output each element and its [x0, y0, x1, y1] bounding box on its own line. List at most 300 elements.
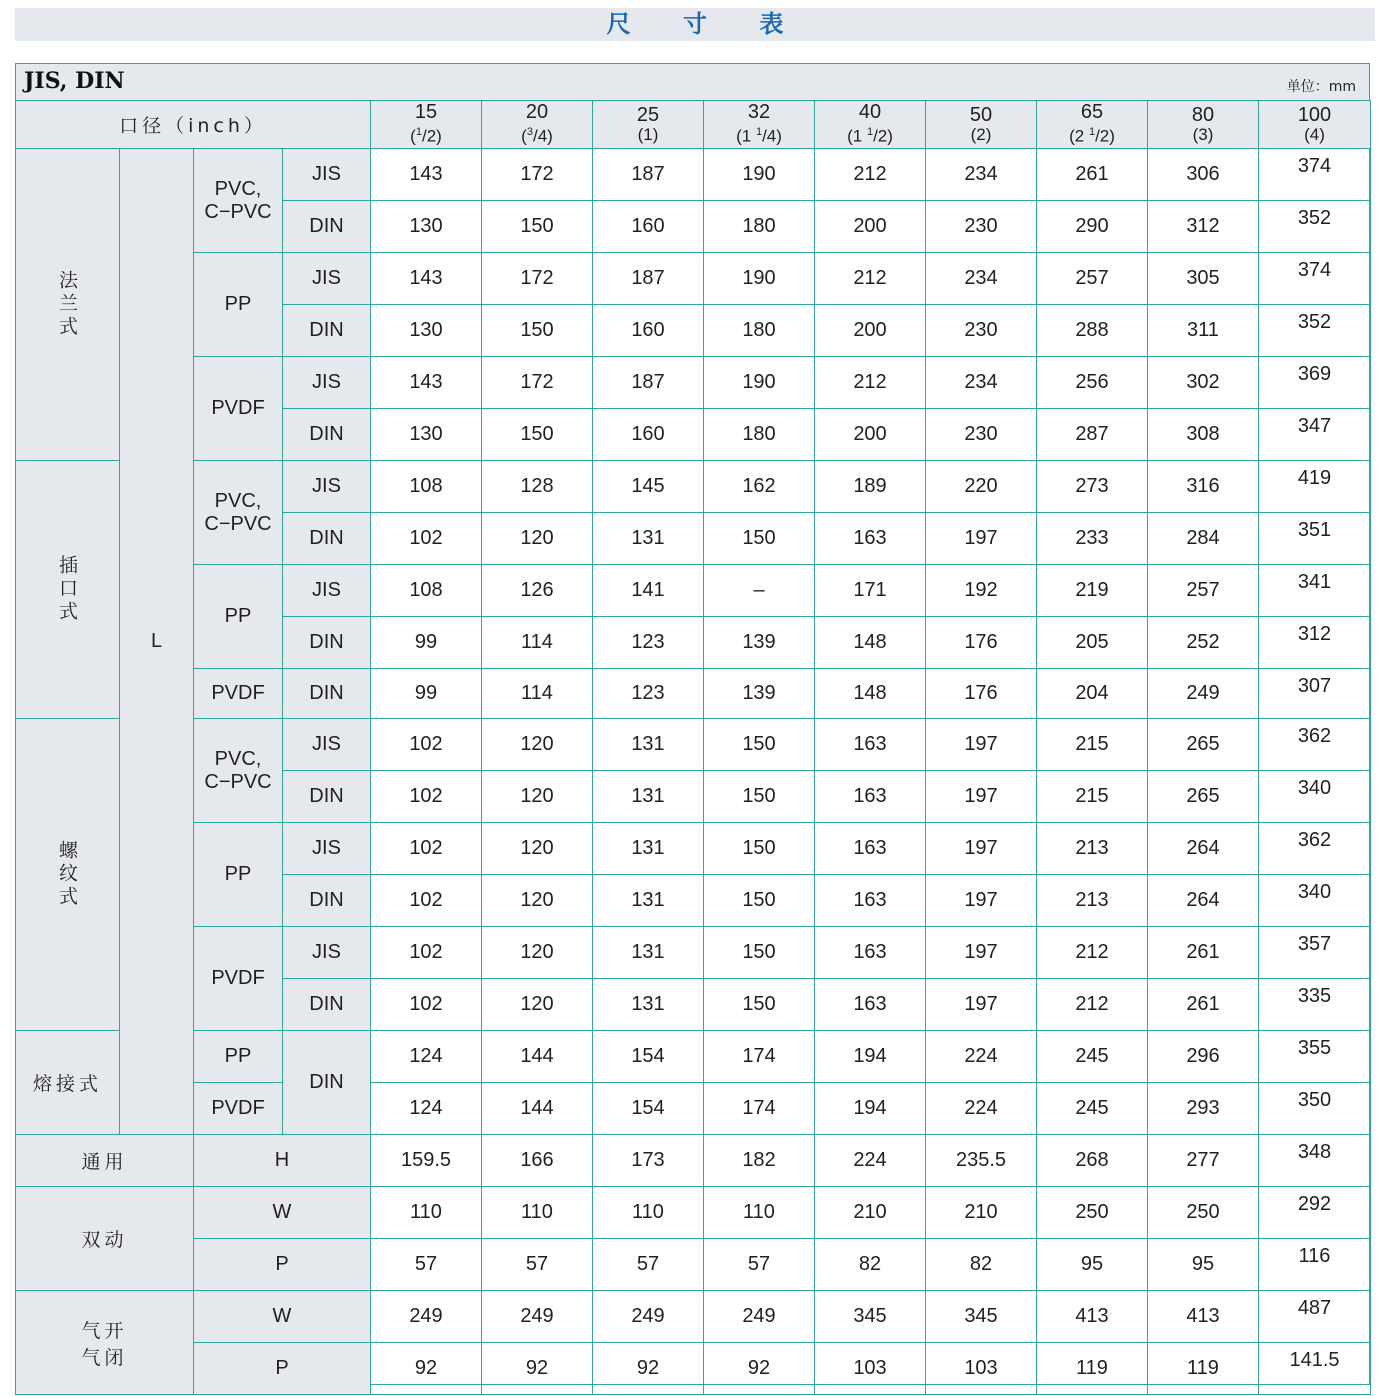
- table-cell: 362: [1259, 719, 1371, 771]
- table-cell: 128: [482, 461, 593, 513]
- table-cell: 174: [704, 1031, 815, 1083]
- table-cell: 163: [815, 823, 926, 875]
- table-cell: 374: [1259, 253, 1371, 305]
- table-cell: 296: [1148, 1031, 1259, 1083]
- table-cell: 102: [371, 771, 482, 823]
- table-cell: 160: [593, 409, 704, 461]
- table-cell: 114: [482, 669, 593, 719]
- header-strip: [16, 64, 1369, 100]
- table-cell: 197: [926, 771, 1037, 823]
- table-cell: 120: [482, 927, 593, 979]
- table-cell: 120: [482, 979, 593, 1031]
- standard-jis: JIS: [283, 823, 371, 875]
- table-cell: 212: [815, 357, 926, 409]
- table-cell: 82: [815, 1239, 926, 1291]
- table-cell: 123: [593, 669, 704, 719]
- table-cell: 131: [593, 771, 704, 823]
- table-cell: 150: [482, 409, 593, 461]
- table-cell: 261: [1148, 927, 1259, 979]
- table-cell: 224: [815, 1135, 926, 1187]
- table-cell: 172: [482, 357, 593, 409]
- table-cell: 119: [1037, 1343, 1148, 1395]
- material-pvdf: PVDF: [194, 669, 283, 719]
- table-cell: 154: [593, 1031, 704, 1083]
- table-cell: 245: [1037, 1083, 1148, 1135]
- table-row: [16, 1187, 1371, 1239]
- material-line: PVC,: [214, 747, 262, 770]
- table-cell: 287: [1037, 409, 1148, 461]
- table-cell: 176: [926, 669, 1037, 719]
- dimension-P-label: P: [194, 1343, 371, 1395]
- table-cell: 174: [704, 1083, 815, 1135]
- standard-jis: JIS: [283, 719, 371, 771]
- standard-jis: JIS: [283, 253, 371, 305]
- table-cell: 187: [593, 253, 704, 305]
- material-pp: PP: [194, 1031, 283, 1083]
- table-cell: 141.5: [1259, 1343, 1371, 1395]
- table-cell: 257: [1148, 565, 1259, 617]
- category-double-acting: 双动: [16, 1187, 194, 1291]
- table-cell: 92: [371, 1343, 482, 1395]
- table-row: [16, 253, 1371, 305]
- table-cell: 312: [1259, 617, 1371, 669]
- table-cell: 292: [1259, 1187, 1371, 1239]
- table-cell: 124: [371, 1083, 482, 1135]
- table-cell: 95: [1148, 1239, 1259, 1291]
- size-inch: (3): [1192, 124, 1214, 144]
- table-cell: 235.5: [926, 1135, 1037, 1187]
- table-cell: 150: [704, 979, 815, 1031]
- table-cell: 249: [371, 1291, 482, 1343]
- material-line: PVC,: [214, 177, 262, 200]
- category-socket: 插口式: [16, 461, 120, 719]
- table-cell: 252: [1148, 617, 1259, 669]
- table-cell: 166: [482, 1135, 593, 1187]
- size-col-header: [371, 101, 482, 149]
- table-cell: 108: [371, 461, 482, 513]
- table-cell: 124: [371, 1031, 482, 1083]
- table-cell: 150: [704, 719, 815, 771]
- size-col-header: [815, 101, 926, 149]
- table-row: [16, 1239, 1371, 1291]
- standard-jis: JIS: [283, 461, 371, 513]
- table-cell: 374: [1259, 149, 1371, 201]
- table-cell: 130: [371, 201, 482, 253]
- table-cell: 108: [371, 565, 482, 617]
- standard-jis: JIS: [283, 565, 371, 617]
- table-cell: 213: [1037, 875, 1148, 927]
- table-cell: 348: [1259, 1135, 1371, 1187]
- material-pvdf: PVDF: [194, 357, 283, 461]
- standard-jis: JIS: [283, 149, 371, 201]
- category-air-open-close: [16, 1291, 194, 1395]
- air-open-label: 气开: [81, 1319, 128, 1342]
- table-cell: 250: [1037, 1187, 1148, 1239]
- table-row: [16, 149, 1371, 201]
- table-cell: 95: [1037, 1239, 1148, 1291]
- table-cell: 355: [1259, 1031, 1371, 1083]
- table-cell: 114: [482, 617, 593, 669]
- dimension-W-label: W: [194, 1187, 371, 1239]
- size-mm: 50: [969, 103, 993, 126]
- table-cell: 273: [1037, 461, 1148, 513]
- size-mm: 80: [1191, 103, 1215, 126]
- table-cell: 120: [482, 771, 593, 823]
- table-cell: 131: [593, 927, 704, 979]
- size-inch: ($^3$/4): [521, 126, 553, 146]
- table-cell: 150: [704, 927, 815, 979]
- dimension-W-label: W: [194, 1291, 371, 1343]
- table-cell: 264: [1148, 823, 1259, 875]
- table-cell: 180: [704, 409, 815, 461]
- size-mm: 32: [747, 101, 771, 124]
- table-cell: 92: [482, 1343, 593, 1395]
- table-cell: 230: [926, 201, 1037, 253]
- table-cell: 103: [926, 1343, 1037, 1395]
- size-inch: (2 $^1$/2): [1069, 126, 1115, 146]
- table-cell: 265: [1148, 771, 1259, 823]
- table-cell: 293: [1148, 1083, 1259, 1135]
- table-cell: 187: [593, 357, 704, 409]
- table-cell: 308: [1148, 409, 1259, 461]
- material-line: C−PVC: [204, 770, 272, 793]
- table-cell: 120: [482, 875, 593, 927]
- table-cell: 102: [371, 823, 482, 875]
- table-cell: 256: [1037, 357, 1148, 409]
- table-cell: 163: [815, 771, 926, 823]
- table-cell: 163: [815, 979, 926, 1031]
- table-cell: 340: [1259, 771, 1371, 823]
- table-cell: 249: [1148, 669, 1259, 719]
- table-cell: 131: [593, 875, 704, 927]
- size-mm: 20: [525, 101, 549, 124]
- table-cell: 144: [482, 1083, 593, 1135]
- table-cell: 143: [371, 253, 482, 305]
- category-general: 通用: [16, 1135, 194, 1187]
- table-cell: 92: [704, 1343, 815, 1395]
- size-mm: 40: [858, 101, 882, 124]
- size-col-header: [926, 101, 1037, 149]
- table-cell: 154: [593, 1083, 704, 1135]
- material-pvc: [194, 719, 283, 823]
- table-cell: 487: [1259, 1291, 1371, 1343]
- table-cell: 212: [1037, 927, 1148, 979]
- table-cell: 210: [815, 1187, 926, 1239]
- table-cell: 213: [1037, 823, 1148, 875]
- table-cell: 159.5: [371, 1135, 482, 1187]
- table-row: [16, 565, 1371, 617]
- standard-din: DIN: [283, 305, 371, 357]
- table-row: [16, 823, 1371, 875]
- table-cell: 210: [926, 1187, 1037, 1239]
- table-cell: 172: [482, 149, 593, 201]
- size-inch: (1 $^1$/4): [736, 126, 782, 146]
- table-cell: 130: [371, 305, 482, 357]
- table-cell: 194: [815, 1031, 926, 1083]
- material-line: PVC,: [214, 489, 262, 512]
- table-cell: 357: [1259, 927, 1371, 979]
- standard-din: DIN: [283, 669, 371, 719]
- table-cell: 351: [1259, 513, 1371, 565]
- standard-label: JIS, DIN: [24, 68, 125, 94]
- table-cell: 345: [815, 1291, 926, 1343]
- table-cell: 194: [815, 1083, 926, 1135]
- table-cell: 116: [1259, 1239, 1371, 1291]
- standard-din: DIN: [283, 201, 371, 253]
- table-cell: 110: [371, 1187, 482, 1239]
- size-mm: 25: [636, 103, 660, 126]
- table-cell: 307: [1259, 669, 1371, 719]
- standard-din: DIN: [283, 1031, 371, 1135]
- table-cell: 250: [1148, 1187, 1259, 1239]
- table-cell: 150: [704, 823, 815, 875]
- dimension-H-label: H: [194, 1135, 371, 1187]
- size-inch: (1 $^1$/2): [847, 126, 893, 146]
- table-cell: 57: [371, 1239, 482, 1291]
- table-cell: 126: [482, 565, 593, 617]
- table-cell: 103: [815, 1343, 926, 1395]
- table-cell: 312: [1148, 201, 1259, 253]
- table-cell: 352: [1259, 201, 1371, 253]
- table-cell: 187: [593, 149, 704, 201]
- table-cell: 190: [704, 149, 815, 201]
- table-cell: 230: [926, 305, 1037, 357]
- table-cell: 419: [1259, 461, 1371, 513]
- table-row: [16, 1083, 1371, 1135]
- table-cell: 305: [1148, 253, 1259, 305]
- table-cell: 277: [1148, 1135, 1259, 1187]
- table-cell: 148: [815, 617, 926, 669]
- table-cell: 340: [1259, 875, 1371, 927]
- table-cell: 171: [815, 565, 926, 617]
- table-cell: 57: [704, 1239, 815, 1291]
- table-cell: –: [704, 565, 815, 617]
- table-cell: 224: [926, 1083, 1037, 1135]
- size-mm: 100: [1297, 103, 1332, 126]
- table-cell: 197: [926, 823, 1037, 875]
- table-cell: 234: [926, 253, 1037, 305]
- dimension-L-label: L: [120, 149, 194, 1135]
- table-row: [16, 719, 1371, 771]
- table-cell: 163: [815, 719, 926, 771]
- table-cell: 290: [1037, 201, 1148, 253]
- table-cell: 249: [482, 1291, 593, 1343]
- table-cell: 212: [815, 253, 926, 305]
- table-cell: 102: [371, 513, 482, 565]
- table-cell: 200: [815, 201, 926, 253]
- table-cell: 197: [926, 513, 1037, 565]
- table-cell: 102: [371, 875, 482, 927]
- dimension-P-label: P: [194, 1239, 371, 1291]
- table-cell: 197: [926, 875, 1037, 927]
- table-cell: 219: [1037, 565, 1148, 617]
- table-cell: 212: [1037, 979, 1148, 1031]
- table-cell: 192: [926, 565, 1037, 617]
- table-cell: 141: [593, 565, 704, 617]
- category-flange: 法兰式: [16, 149, 120, 461]
- table-cell: 197: [926, 719, 1037, 771]
- table-row: [16, 1135, 1371, 1187]
- table-cell: 249: [704, 1291, 815, 1343]
- table-cell: 369: [1259, 357, 1371, 409]
- table-cell: 197: [926, 979, 1037, 1031]
- table-cell: 413: [1148, 1291, 1259, 1343]
- table-cell: 150: [482, 201, 593, 253]
- table-cell: 102: [371, 927, 482, 979]
- size-header-label: 口径（inch）: [16, 101, 371, 149]
- size-inch: (1): [637, 124, 659, 144]
- table-cell: 257: [1037, 253, 1148, 305]
- table-cell: 110: [482, 1187, 593, 1239]
- table-cell: 144: [482, 1031, 593, 1083]
- material-pp: PP: [194, 253, 283, 357]
- table-cell: 234: [926, 357, 1037, 409]
- table-cell: 143: [371, 357, 482, 409]
- table-cell: 120: [482, 823, 593, 875]
- material-pp: PP: [194, 565, 283, 669]
- table-row: [16, 1291, 1371, 1343]
- table-cell: 82: [926, 1239, 1037, 1291]
- standard-din: DIN: [283, 617, 371, 669]
- table-cell: 341: [1259, 565, 1371, 617]
- table-cell: 212: [815, 149, 926, 201]
- table-cell: 145: [593, 461, 704, 513]
- standard-jis: JIS: [283, 927, 371, 979]
- table-cell: 110: [593, 1187, 704, 1239]
- table-cell: 220: [926, 461, 1037, 513]
- size-mm: 65: [1080, 101, 1104, 124]
- table-cell: 162: [704, 461, 815, 513]
- table-cell: 306: [1148, 149, 1259, 201]
- table-cell: 311: [1148, 305, 1259, 357]
- table-cell: 160: [593, 305, 704, 357]
- material-line: C−PVC: [204, 200, 272, 223]
- table-cell: 261: [1037, 149, 1148, 201]
- table-cell: 233: [1037, 513, 1148, 565]
- table-cell: 316: [1148, 461, 1259, 513]
- table-cell: 131: [593, 823, 704, 875]
- table-cell: 92: [593, 1343, 704, 1395]
- category-thread: 螺纹式: [16, 719, 120, 1031]
- table-cell: 131: [593, 979, 704, 1031]
- table-cell: 350: [1259, 1083, 1371, 1135]
- table-row: [16, 357, 1371, 409]
- table-cell: 99: [371, 617, 482, 669]
- table-cell: 234: [926, 149, 1037, 201]
- table-cell: 176: [926, 617, 1037, 669]
- dimension-table: [15, 100, 1371, 1395]
- table-row: [16, 1031, 1371, 1083]
- air-close-label: 气闭: [81, 1346, 128, 1369]
- table-cell: 119: [1148, 1343, 1259, 1395]
- table-cell: 150: [704, 513, 815, 565]
- table-cell: 57: [593, 1239, 704, 1291]
- table-cell: 205: [1037, 617, 1148, 669]
- table-cell: 163: [815, 513, 926, 565]
- table-cell: 131: [593, 719, 704, 771]
- table-cell: 99: [371, 669, 482, 719]
- standard-jis: JIS: [283, 357, 371, 409]
- standard-din: DIN: [283, 409, 371, 461]
- table-row: [16, 461, 1371, 513]
- table-cell: 200: [815, 305, 926, 357]
- table-cell: 139: [704, 617, 815, 669]
- material-pvdf: PVDF: [194, 927, 283, 1031]
- table-cell: 150: [704, 875, 815, 927]
- table-cell: 265: [1148, 719, 1259, 771]
- table-cell: 190: [704, 253, 815, 305]
- table-cell: 110: [704, 1187, 815, 1239]
- table-cell: 120: [482, 719, 593, 771]
- size-inch: (4): [1304, 124, 1325, 144]
- size-inch: (2): [970, 124, 992, 144]
- table-cell: 268: [1037, 1135, 1148, 1187]
- table-cell: 57: [482, 1239, 593, 1291]
- material-pvc: [194, 149, 283, 253]
- table-cell: 215: [1037, 719, 1148, 771]
- unit-label: 单位：mm: [1286, 79, 1356, 95]
- table-row: [16, 927, 1371, 979]
- table-cell: 189: [815, 461, 926, 513]
- standard-din: DIN: [283, 875, 371, 927]
- table-cell: 302: [1148, 357, 1259, 409]
- size-col-header: [1148, 101, 1259, 149]
- table-cell: 131: [593, 513, 704, 565]
- table-cell: 172: [482, 253, 593, 305]
- size-col-header: [1037, 101, 1148, 149]
- size-inch: ($^1$/2): [410, 126, 442, 146]
- size-col-header: [593, 101, 704, 149]
- table-cell: 200: [815, 409, 926, 461]
- table-cell: 197: [926, 927, 1037, 979]
- size-mm: 15: [414, 101, 438, 124]
- size-col-header: [1259, 101, 1371, 149]
- page-title: 尺 寸 表: [606, 10, 806, 38]
- table-cell: 245: [1037, 1031, 1148, 1083]
- table-cell: 182: [704, 1135, 815, 1187]
- material-pp: PP: [194, 823, 283, 927]
- size-col-header: [482, 101, 593, 149]
- header-row: [16, 101, 1371, 149]
- table-cell: 150: [482, 305, 593, 357]
- table-cell: 284: [1148, 513, 1259, 565]
- table-cell: 160: [593, 201, 704, 253]
- material-pvc: [194, 461, 283, 565]
- table-cell: 163: [815, 875, 926, 927]
- table-cell: 249: [593, 1291, 704, 1343]
- table-cell: 345: [926, 1291, 1037, 1343]
- table-cell: 163: [815, 927, 926, 979]
- table-row: [16, 669, 1371, 719]
- table-cell: 362: [1259, 823, 1371, 875]
- table-cell: 173: [593, 1135, 704, 1187]
- table-cell: 150: [704, 771, 815, 823]
- table-cell: 224: [926, 1031, 1037, 1083]
- standard-din: DIN: [283, 979, 371, 1031]
- table-cell: 190: [704, 357, 815, 409]
- table-cell: 148: [815, 669, 926, 719]
- table-cell: 102: [371, 719, 482, 771]
- table-cell: 143: [371, 149, 482, 201]
- table-cell: 261: [1148, 979, 1259, 1031]
- table-cell: 130: [371, 409, 482, 461]
- table-cell: 180: [704, 201, 815, 253]
- size-col-header: [704, 101, 815, 149]
- table-cell: 347: [1259, 409, 1371, 461]
- table-cell: 215: [1037, 771, 1148, 823]
- table-cell: 102: [371, 979, 482, 1031]
- table-cell: 335: [1259, 979, 1371, 1031]
